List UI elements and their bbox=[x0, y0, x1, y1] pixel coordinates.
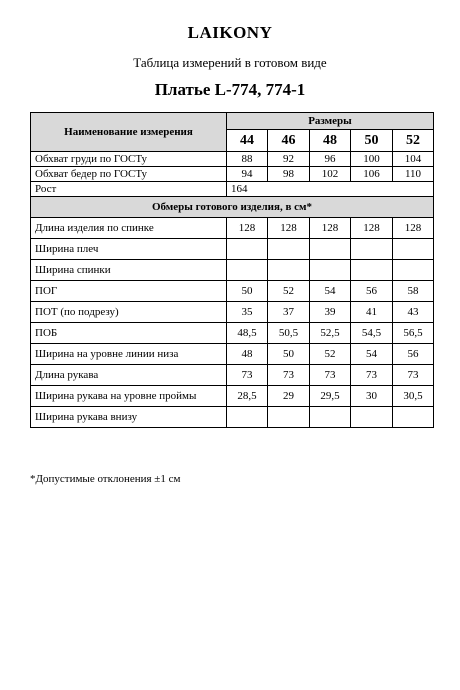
size-48: 48 bbox=[310, 130, 351, 152]
row-value: 35 bbox=[227, 302, 268, 323]
table-row bbox=[31, 386, 434, 407]
height-row bbox=[31, 182, 434, 197]
row-value: 39 bbox=[310, 302, 351, 323]
table-row bbox=[31, 239, 434, 260]
row-name: Ширина рукава внизу bbox=[31, 407, 227, 428]
row-value bbox=[227, 239, 268, 260]
row-value bbox=[268, 407, 310, 428]
row-value: 54,5 bbox=[351, 323, 393, 344]
section-row bbox=[31, 197, 434, 218]
row-value bbox=[393, 260, 434, 281]
row-value: 48,5 bbox=[227, 323, 268, 344]
row-value: 73 bbox=[268, 365, 310, 386]
row-value bbox=[268, 260, 310, 281]
table-row bbox=[31, 344, 434, 365]
document-subtitle: Таблица измерений в готовом виде bbox=[133, 55, 327, 70]
row-value: 29,5 bbox=[310, 386, 351, 407]
row-value bbox=[310, 407, 351, 428]
row-value: 48 bbox=[227, 344, 268, 365]
footnote: *Допустимые отклонения ±1 см bbox=[30, 473, 181, 485]
row-value: 54 bbox=[310, 281, 351, 302]
row-value: 41 bbox=[351, 302, 393, 323]
row-value: 73 bbox=[310, 365, 351, 386]
row-value: 128 bbox=[393, 218, 434, 239]
row-value: 54 bbox=[351, 344, 393, 365]
row-value: 96 bbox=[310, 152, 351, 167]
row-value: 29 bbox=[268, 386, 310, 407]
row-value: 50 bbox=[227, 281, 268, 302]
row-value: 52 bbox=[310, 344, 351, 365]
row-value: 88 bbox=[227, 152, 268, 167]
table-row bbox=[31, 302, 434, 323]
row-name: ПОБ bbox=[31, 323, 227, 344]
row-value: 73 bbox=[227, 365, 268, 386]
brand-title: LAIKONY bbox=[187, 23, 273, 42]
row-value: 73 bbox=[351, 365, 393, 386]
row-value bbox=[227, 260, 268, 281]
row-value: 58 bbox=[393, 281, 434, 302]
size-52: 52 bbox=[393, 130, 434, 152]
row-value: 100 bbox=[351, 152, 393, 167]
table-row bbox=[31, 365, 434, 386]
row-value: 106 bbox=[351, 167, 393, 182]
row-name: Ширина рукава на уровне проймы bbox=[31, 386, 227, 407]
row-value bbox=[310, 239, 351, 260]
row-name: Обхват груди по ГОСТу bbox=[31, 152, 227, 167]
row-value: 52,5 bbox=[310, 323, 351, 344]
height-value: 164 bbox=[227, 182, 434, 197]
row-name: Обхват бедер по ГОСТу bbox=[31, 167, 227, 182]
row-name: Ширина спинки bbox=[31, 260, 227, 281]
row-name: ПОГ bbox=[31, 281, 227, 302]
section-title: Обмеры готового изделия, в см* bbox=[31, 197, 434, 218]
size-table bbox=[30, 112, 434, 428]
row-name: Ширина плеч bbox=[31, 239, 227, 260]
row-value: 56,5 bbox=[393, 323, 434, 344]
size-50: 50 bbox=[351, 130, 393, 152]
row-value: 94 bbox=[227, 167, 268, 182]
row-value: 73 bbox=[393, 365, 434, 386]
row-value bbox=[393, 239, 434, 260]
table-row bbox=[31, 407, 434, 428]
row-value: 128 bbox=[268, 218, 310, 239]
row-name: Ширина на уровне линии низа bbox=[31, 344, 227, 365]
table-row bbox=[31, 281, 434, 302]
table-header-row bbox=[31, 113, 434, 130]
row-value bbox=[268, 239, 310, 260]
row-name: Длина рукава bbox=[31, 365, 227, 386]
row-value bbox=[351, 260, 393, 281]
header-sizes: Размеры bbox=[227, 113, 434, 130]
table-row bbox=[31, 260, 434, 281]
row-value bbox=[227, 407, 268, 428]
row-value: 128 bbox=[227, 218, 268, 239]
table-row bbox=[31, 167, 434, 182]
row-value: 50 bbox=[268, 344, 310, 365]
row-value: 28,5 bbox=[227, 386, 268, 407]
row-value: 30,5 bbox=[393, 386, 434, 407]
row-name: Длина изделия по спинке bbox=[31, 218, 227, 239]
row-value: 56 bbox=[393, 344, 434, 365]
row-value: 37 bbox=[268, 302, 310, 323]
table-row bbox=[31, 323, 434, 344]
row-value bbox=[351, 407, 393, 428]
row-value bbox=[351, 239, 393, 260]
row-value: 92 bbox=[268, 152, 310, 167]
row-value: 56 bbox=[351, 281, 393, 302]
row-value: 128 bbox=[310, 218, 351, 239]
row-value: 128 bbox=[351, 218, 393, 239]
row-value: 50,5 bbox=[268, 323, 310, 344]
row-value: 104 bbox=[393, 152, 434, 167]
row-value: 43 bbox=[393, 302, 434, 323]
row-value bbox=[310, 260, 351, 281]
header-measurement-name: Наименование измерения bbox=[31, 113, 227, 152]
size-46: 46 bbox=[268, 130, 310, 152]
row-value: 30 bbox=[351, 386, 393, 407]
size-44: 44 bbox=[227, 130, 268, 152]
row-value: 98 bbox=[268, 167, 310, 182]
table-row bbox=[31, 218, 434, 239]
model-title: Платье L-774, 774-1 bbox=[154, 80, 306, 99]
row-value bbox=[393, 407, 434, 428]
table-row bbox=[31, 152, 434, 167]
row-value: 52 bbox=[268, 281, 310, 302]
row-value: 110 bbox=[393, 167, 434, 182]
height-label: Рост bbox=[31, 182, 227, 197]
row-value: 102 bbox=[310, 167, 351, 182]
row-name: ПОТ (по подрезу) bbox=[31, 302, 227, 323]
